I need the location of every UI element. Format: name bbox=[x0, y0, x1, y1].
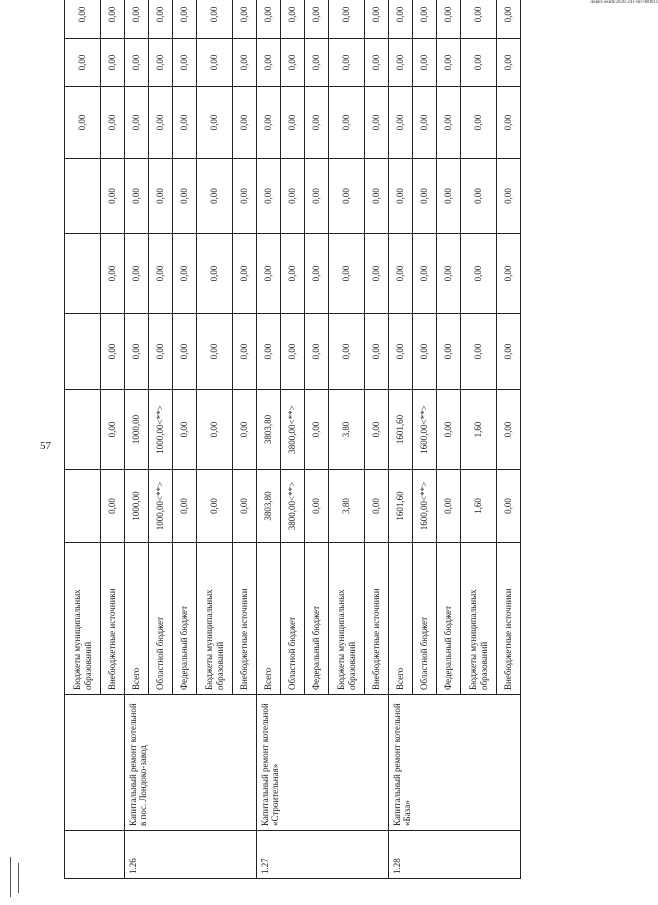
value-cell: 0,00 bbox=[281, 234, 305, 314]
value-cell: 0,00 bbox=[173, 159, 197, 234]
value-cell bbox=[65, 470, 101, 543]
item-title: Капитальный ремонт котельной «Строительная» bbox=[257, 695, 389, 831]
value-cell: 0,00 bbox=[305, 39, 329, 87]
value-cell: 0,00 bbox=[233, 470, 257, 543]
value-cell: 0,00 bbox=[389, 87, 413, 159]
value-cell: 0,00 bbox=[305, 0, 329, 39]
funding-source: Федеральный бюджет bbox=[305, 543, 329, 695]
value-cell: 1600,00<**> bbox=[413, 390, 437, 470]
value-cell: 0,00 bbox=[461, 39, 497, 87]
value-cell: 0,00 bbox=[365, 0, 389, 39]
funding-source: Внебюджетные источники bbox=[101, 543, 125, 695]
value-cell: 0,00 bbox=[305, 159, 329, 234]
value-cell: 0,00 bbox=[197, 39, 233, 87]
value-cell: 0,00 bbox=[497, 159, 521, 234]
value-cell: 0,00 bbox=[101, 234, 125, 314]
value-cell: 3803,80 bbox=[257, 470, 281, 543]
footer-code: Левиз окий/2020-241-пп-900011 bbox=[590, 0, 658, 5]
funding-table bbox=[64, 0, 521, 879]
item-number: 1.27 bbox=[257, 831, 389, 879]
value-cell: 0,00 bbox=[257, 314, 281, 390]
value-cell: 0,00 bbox=[461, 159, 497, 234]
table-row bbox=[65, 0, 101, 879]
value-cell: 0,00 bbox=[281, 87, 305, 159]
value-cell: 0,00 bbox=[173, 234, 197, 314]
value-cell: 0,00 bbox=[197, 314, 233, 390]
value-cell: 0,00 bbox=[173, 390, 197, 470]
value-cell: 0,00 bbox=[329, 159, 365, 234]
value-cell: 0,00 bbox=[173, 0, 197, 39]
funding-source: Внебюджетные источники bbox=[365, 543, 389, 695]
value-cell: 1,60 bbox=[461, 390, 497, 470]
value-cell: 0,00 bbox=[257, 87, 281, 159]
value-cell: 0,00 bbox=[329, 87, 365, 159]
value-cell: 0,00 bbox=[365, 159, 389, 234]
value-cell: 0,00 bbox=[329, 0, 365, 39]
value-cell: 0,00 bbox=[173, 314, 197, 390]
funding-source: Бюджеты муниципальных образований bbox=[461, 543, 497, 695]
table-row bbox=[125, 0, 149, 879]
value-cell: 0,00 bbox=[149, 159, 173, 234]
value-cell: 0,00 bbox=[389, 0, 413, 39]
value-cell: 0,00 bbox=[365, 87, 389, 159]
value-cell: 0,00 bbox=[197, 87, 233, 159]
item-number: 1.28 bbox=[389, 831, 521, 879]
value-cell: 1601,60 bbox=[389, 390, 413, 470]
funding-source: Всего bbox=[125, 543, 149, 695]
value-cell: 0,00 bbox=[329, 234, 365, 314]
value-cell: 0,00 bbox=[173, 39, 197, 87]
value-cell: 1,60 bbox=[461, 470, 497, 543]
value-cell: 0,00 bbox=[437, 234, 461, 314]
value-cell: 0,00 bbox=[413, 87, 437, 159]
value-cell: 0,00 bbox=[197, 390, 233, 470]
value-cell: 0,00 bbox=[365, 234, 389, 314]
value-cell: 0,00 bbox=[329, 314, 365, 390]
value-cell: 0,00 bbox=[437, 39, 461, 87]
item-title: Капитальный ремонт котельной в пос. Лондоко-завод bbox=[125, 695, 257, 831]
value-cell: 0,00 bbox=[65, 87, 101, 159]
value-cell: 1000,00 bbox=[125, 470, 149, 543]
value-cell: 0,00 bbox=[197, 0, 233, 39]
value-cell: 0,00 bbox=[497, 87, 521, 159]
value-cell: 0,00 bbox=[257, 234, 281, 314]
value-cell: 0,00 bbox=[365, 39, 389, 87]
value-cell: 0,00 bbox=[461, 314, 497, 390]
value-cell: 0,00 bbox=[101, 390, 125, 470]
value-cell: 0,00 bbox=[389, 39, 413, 87]
value-cell: 0,00 bbox=[125, 0, 149, 39]
funding-source: Всего bbox=[389, 543, 413, 695]
value-cell: 0,00 bbox=[497, 390, 521, 470]
value-cell: 0,00 bbox=[413, 159, 437, 234]
value-cell: 0,00 bbox=[233, 390, 257, 470]
value-cell: 0,00 bbox=[437, 314, 461, 390]
funding-source: Областной бюджет bbox=[413, 543, 437, 695]
value-cell: 0,00 bbox=[413, 0, 437, 39]
value-cell: 0,00 bbox=[461, 234, 497, 314]
margin-marks bbox=[6, 851, 26, 899]
value-cell bbox=[65, 390, 101, 470]
value-cell: 0,00 bbox=[149, 234, 173, 314]
value-cell: 0,00 bbox=[389, 234, 413, 314]
value-cell: 0,00 bbox=[197, 470, 233, 543]
value-cell: 0,00 bbox=[101, 87, 125, 159]
value-cell: 0,00 bbox=[149, 87, 173, 159]
value-cell: 0,00 bbox=[437, 159, 461, 234]
value-cell: 0,00 bbox=[125, 159, 149, 234]
value-cell: 0,00 bbox=[365, 390, 389, 470]
value-cell: 3800,00<**> bbox=[281, 390, 305, 470]
value-cell: 0,00 bbox=[461, 87, 497, 159]
value-cell: 0,00 bbox=[125, 314, 149, 390]
funding-source: Областной бюджет bbox=[281, 543, 305, 695]
value-cell: 0,00 bbox=[101, 470, 125, 543]
value-cell: 0,00 bbox=[233, 314, 257, 390]
item-title: Капитальный ремонт котельной «База» bbox=[389, 695, 521, 831]
funding-source: Федеральный бюджет bbox=[437, 543, 461, 695]
value-cell: 0,00 bbox=[257, 39, 281, 87]
value-cell: 1000,00 bbox=[125, 390, 149, 470]
funding-source: Внебюджетные источники bbox=[497, 543, 521, 695]
value-cell: 0,00 bbox=[197, 159, 233, 234]
value-cell: 0,00 bbox=[65, 0, 101, 39]
value-cell: 0,00 bbox=[149, 39, 173, 87]
value-cell: 0,00 bbox=[329, 39, 365, 87]
value-cell: 0,00 bbox=[497, 314, 521, 390]
value-cell: 1000,00<**> bbox=[149, 470, 173, 543]
value-cell: 0,00 bbox=[413, 234, 437, 314]
value-cell: 1601,60 bbox=[389, 470, 413, 543]
table-row bbox=[389, 0, 413, 879]
value-cell: 0,00 bbox=[389, 159, 413, 234]
value-cell: 0,00 bbox=[233, 234, 257, 314]
value-cell: 0,00 bbox=[461, 0, 497, 39]
value-cell: 0,00 bbox=[281, 159, 305, 234]
item-title bbox=[65, 695, 125, 831]
value-cell: 0,00 bbox=[281, 0, 305, 39]
value-cell: 0,00 bbox=[173, 87, 197, 159]
value-cell: 0,00 bbox=[257, 0, 281, 39]
table-row bbox=[257, 0, 281, 879]
value-cell: 0,00 bbox=[257, 159, 281, 234]
value-cell: 0,00 bbox=[101, 314, 125, 390]
funding-source: Всего bbox=[257, 543, 281, 695]
value-cell: 0,00 bbox=[125, 234, 149, 314]
funding-source: Бюджеты муниципальных образований bbox=[329, 543, 365, 695]
value-cell: 0,00 bbox=[281, 39, 305, 87]
value-cell: 0,00 bbox=[197, 234, 233, 314]
value-cell bbox=[65, 314, 101, 390]
value-cell: 1600,00<**> bbox=[413, 470, 437, 543]
value-cell: 0,00 bbox=[413, 39, 437, 87]
value-cell bbox=[65, 234, 101, 314]
value-cell: 0,00 bbox=[233, 159, 257, 234]
value-cell: 0,00 bbox=[437, 87, 461, 159]
value-cell: 0,00 bbox=[173, 470, 197, 543]
value-cell: 0,00 bbox=[305, 234, 329, 314]
funding-source: Бюджеты муниципальных образований bbox=[197, 543, 233, 695]
value-cell: 3,80 bbox=[329, 470, 365, 543]
value-cell: 1000,00<**> bbox=[149, 390, 173, 470]
value-cell: 3800,00<**> bbox=[281, 470, 305, 543]
value-cell: 0,00 bbox=[149, 314, 173, 390]
value-cell bbox=[65, 159, 101, 234]
funding-source: Внебюджетные источники bbox=[233, 543, 257, 695]
value-cell: 3,80 bbox=[329, 390, 365, 470]
value-cell: 3803,80 bbox=[257, 390, 281, 470]
item-number bbox=[65, 831, 125, 879]
funding-source: Федеральный бюджет bbox=[173, 543, 197, 695]
value-cell: 0,00 bbox=[149, 0, 173, 39]
value-cell: 0,00 bbox=[413, 314, 437, 390]
value-cell: 0,00 bbox=[101, 0, 125, 39]
value-cell: 0,00 bbox=[497, 39, 521, 87]
value-cell: 0,00 bbox=[389, 314, 413, 390]
value-cell: 0,00 bbox=[233, 87, 257, 159]
funding-source: Областной бюджет bbox=[149, 543, 173, 695]
value-cell: 0,00 bbox=[65, 39, 101, 87]
value-cell: 0,00 bbox=[437, 390, 461, 470]
value-cell: 0,00 bbox=[101, 159, 125, 234]
value-cell: 0,00 bbox=[365, 470, 389, 543]
value-cell: 0,00 bbox=[305, 470, 329, 543]
value-cell: 0,00 bbox=[281, 314, 305, 390]
value-cell: 0,00 bbox=[125, 39, 149, 87]
value-cell: 0,00 bbox=[101, 39, 125, 87]
value-cell: 0,00 bbox=[497, 0, 521, 39]
value-cell: 0,00 bbox=[497, 234, 521, 314]
value-cell: 0,00 bbox=[125, 87, 149, 159]
item-number: 1.26 bbox=[125, 831, 257, 879]
value-cell: 0,00 bbox=[365, 314, 389, 390]
funding-source: Бюджеты муниципальных образований bbox=[65, 543, 101, 695]
value-cell: 0,00 bbox=[233, 39, 257, 87]
value-cell: 0,00 bbox=[233, 0, 257, 39]
value-cell: 0,00 bbox=[305, 314, 329, 390]
value-cell: 0,00 bbox=[305, 390, 329, 470]
value-cell: 0,00 bbox=[437, 0, 461, 39]
value-cell: 0,00 bbox=[437, 470, 461, 543]
value-cell: 0,00 bbox=[497, 470, 521, 543]
page-number: 57 bbox=[40, 440, 51, 452]
value-cell: 0,00 bbox=[305, 87, 329, 159]
